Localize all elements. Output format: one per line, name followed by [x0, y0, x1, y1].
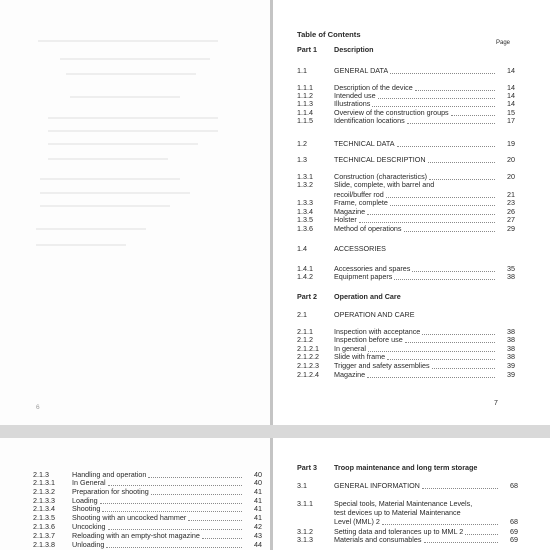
dot-leader [390, 72, 495, 74]
bleed-through-line [60, 58, 210, 60]
dot-leader [412, 270, 495, 272]
entry-page: 27 [507, 215, 515, 224]
entry-number: 2.1.3.1 [33, 478, 55, 487]
entry-page: 39 [507, 370, 515, 379]
entry-title: Holster [334, 215, 357, 224]
entry-title: recoil/buffer rod [334, 190, 384, 199]
entry-page: 68 [510, 517, 518, 526]
entry-title: TECHNICAL DATA [334, 139, 395, 148]
entry-number: 1.4 [297, 244, 307, 253]
entry-page: 38 [507, 352, 515, 361]
entry-title: Intended use [334, 91, 376, 100]
toc-title: Table of Contents [297, 30, 361, 39]
bleed-through-line [70, 96, 180, 98]
entry-page: 42 [254, 522, 262, 531]
bleed-through-line [48, 143, 198, 145]
dot-leader [367, 213, 495, 215]
entry-number: 2.1.3.2 [33, 487, 55, 496]
entry-title: TECHNICAL DESCRIPTION [334, 155, 426, 164]
entry-page: 38 [507, 344, 515, 353]
entry-title: Magazine [334, 207, 366, 216]
bleed-through-line [48, 117, 218, 119]
entry-number: 3.1.1 [297, 499, 313, 508]
entry-number: 1.1.4 [297, 108, 313, 117]
entry-number: Part 3 [297, 463, 317, 472]
entry-title: GENERAL INFORMATION [334, 481, 420, 490]
entry-number: 2.1.2 [297, 335, 313, 344]
entry-number: 2.1.2.4 [297, 370, 319, 379]
entry-page: 69 [510, 535, 518, 544]
entry-number: 1.3.5 [297, 215, 313, 224]
dot-leader [382, 523, 498, 525]
dot-leader [108, 528, 242, 530]
entry-title: Troop maintenance and long term storage [334, 463, 478, 472]
dot-leader [432, 367, 495, 369]
entry-page: 41 [254, 513, 262, 522]
entry-title: Method of operations [334, 224, 402, 233]
entry-number: 1.3 [297, 155, 307, 164]
entry-number: 1.4.1 [297, 264, 313, 273]
entry-title: Handling and operation [72, 470, 147, 479]
entry-page: 39 [507, 361, 515, 370]
dot-leader [108, 484, 242, 486]
entry-title: Equipment papers [334, 272, 393, 281]
entry-title: Magazine [334, 370, 366, 379]
dot-leader [465, 533, 498, 535]
dot-leader [372, 105, 495, 107]
entry-title: Preparation for shooting [72, 487, 149, 496]
dot-leader [102, 510, 242, 512]
bleed-through-line [38, 40, 218, 42]
entry-page: 20 [507, 155, 515, 164]
entry-page: 40 [254, 478, 262, 487]
entry-title: Construction (characteristics) [334, 172, 428, 181]
entry-page: 14 [507, 91, 515, 100]
entry-number: 2.1.3.4 [33, 504, 55, 513]
right-page-bottom [273, 438, 550, 550]
entry-page: 14 [507, 83, 515, 92]
entry-page: 14 [507, 99, 515, 108]
dot-leader [106, 546, 242, 548]
entry-page: 38 [507, 327, 515, 336]
entry-page: 17 [507, 116, 515, 125]
toc-page [273, 0, 550, 425]
left-page-bottom [0, 438, 271, 550]
bleed-through-line [48, 130, 218, 132]
entry-title: Setting data and tolerances up to MML 2 [334, 527, 464, 536]
entry-title: Special tools, Material Maintenance Levels, [334, 499, 473, 508]
entry-number: 3.1 [297, 481, 307, 490]
dot-leader [188, 519, 242, 521]
entry-page: 43 [254, 531, 262, 540]
entry-page: 14 [507, 66, 515, 75]
entry-page: 15 [507, 108, 515, 117]
dot-leader [424, 541, 499, 543]
dot-leader [394, 278, 495, 280]
entry-page: 69 [510, 527, 518, 536]
left-page-top [0, 0, 271, 425]
entry-title: Accessories and spares [334, 264, 411, 273]
entry-page: 21 [507, 190, 515, 199]
entry-number: 2.1 [297, 310, 307, 319]
dot-leader [404, 230, 495, 232]
entry-number: 1.3.4 [297, 207, 313, 216]
bleed-through-line [66, 73, 196, 75]
entry-title: Reloading with an empty-shot magazine [72, 531, 200, 540]
dot-leader [405, 341, 495, 343]
bleed-through-line [48, 158, 168, 160]
entry-number: 1.1 [297, 66, 307, 75]
entry-title: Description [334, 45, 374, 54]
entry-title: Level (MML) 2 [334, 517, 380, 526]
entry-title: Shooting with an uncocked hammer [72, 513, 187, 522]
dot-leader [151, 493, 242, 495]
entry-number: 1.3.2 [297, 180, 313, 189]
entry-page: 26 [507, 207, 515, 216]
entry-title: Trigger and safety assemblies [334, 361, 430, 370]
entry-page: 23 [507, 198, 515, 207]
entry-title: Operation and Care [334, 292, 401, 301]
dot-leader [451, 114, 495, 116]
entry-title: Uncocking [72, 522, 106, 531]
dot-leader [359, 221, 495, 223]
dot-leader [378, 97, 495, 99]
dot-leader [367, 376, 495, 378]
entry-title: Shooting [72, 504, 101, 513]
entry-number: 2.1.3.6 [33, 522, 55, 531]
dot-leader [100, 502, 242, 504]
entry-number: 2.1.2.1 [297, 344, 319, 353]
entry-title: Frame, complete [334, 198, 388, 207]
dot-leader [368, 350, 495, 352]
dot-leader [397, 145, 495, 147]
entry-title: Inspection with acceptance [334, 327, 421, 336]
dot-leader [422, 487, 498, 489]
entry-page: 20 [507, 172, 515, 181]
bleed-through-line [40, 178, 180, 180]
page-column-header: Page [496, 40, 511, 46]
entry-title: Slide with frame [334, 352, 386, 361]
entry-number: 2.1.2.2 [297, 352, 319, 361]
entry-number: 1.3.6 [297, 224, 313, 233]
entry-title: Unloading [72, 540, 105, 549]
dot-leader [202, 537, 242, 539]
entry-title: Description of the device [334, 83, 413, 92]
toc-page-number: 7 [494, 400, 498, 407]
entry-title: Identification locations [334, 116, 405, 125]
entry-page: 38 [507, 272, 515, 281]
entry-number: Part 2 [297, 292, 317, 301]
left-page-number: 6 [36, 404, 40, 411]
dot-leader [390, 204, 495, 206]
entry-number: 2.1.1 [297, 327, 313, 336]
entry-number: 1.1.5 [297, 116, 313, 125]
bleed-through-line [40, 192, 190, 194]
entry-number: 2.1.3.8 [33, 540, 55, 549]
entry-page: 38 [507, 335, 515, 344]
entry-title: Overview of the construction groups [334, 108, 449, 117]
entry-number: 2.1.3.5 [33, 513, 55, 522]
entry-title: Loading [72, 496, 98, 505]
entry-number: Part 1 [297, 45, 317, 54]
entry-number: 1.1.3 [297, 99, 313, 108]
entry-title: In general [334, 344, 366, 353]
entry-page: 29 [507, 224, 515, 233]
entry-page: 35 [507, 264, 515, 273]
entry-number: 1.1.1 [297, 83, 313, 92]
entry-page: 68 [510, 481, 518, 490]
entry-number: 1.2 [297, 139, 307, 148]
entry-number: 1.4.2 [297, 272, 313, 281]
dot-leader [148, 476, 242, 478]
entry-number: 1.1.2 [297, 91, 313, 100]
entry-page: 41 [254, 487, 262, 496]
dot-leader [386, 196, 495, 198]
bleed-through-line [36, 244, 126, 246]
entry-title: Materials and consumables [334, 535, 422, 544]
entry-number: 1.3.1 [297, 172, 313, 181]
entry-number: 2.1.3.7 [33, 531, 55, 540]
entry-title: test devices up to Material Maintenance [334, 508, 461, 517]
entry-title: Slide, complete, with barrel and [334, 180, 435, 189]
dot-leader [422, 333, 495, 335]
entry-page: 41 [254, 496, 262, 505]
entry-title: Illustrations [334, 99, 371, 108]
entry-title: ACCESSORIES [334, 244, 386, 253]
entry-title: OPERATION AND CARE [334, 310, 415, 319]
entry-page: 44 [254, 540, 262, 549]
entry-page: 19 [507, 139, 515, 148]
entry-number: 3.1.3 [297, 535, 313, 544]
entry-number: 2.1.2.3 [297, 361, 319, 370]
entry-page: 40 [254, 470, 262, 479]
entry-number: 2.1.3 [33, 470, 49, 479]
bleed-through-line [36, 228, 146, 230]
dot-leader [387, 358, 495, 360]
entry-title: GENERAL DATA [334, 66, 389, 75]
entry-title: Inspection before use [334, 335, 403, 344]
dot-leader [428, 161, 495, 163]
entry-page: 41 [254, 504, 262, 513]
entry-number: 1.3.3 [297, 198, 313, 207]
entry-number: 2.1.3.3 [33, 496, 55, 505]
dot-leader [415, 89, 495, 91]
dot-leader [429, 178, 495, 180]
dot-leader [407, 122, 495, 124]
bleed-through-line [40, 205, 170, 207]
entry-title: In General [72, 478, 106, 487]
entry-number: 3.1.2 [297, 527, 313, 536]
